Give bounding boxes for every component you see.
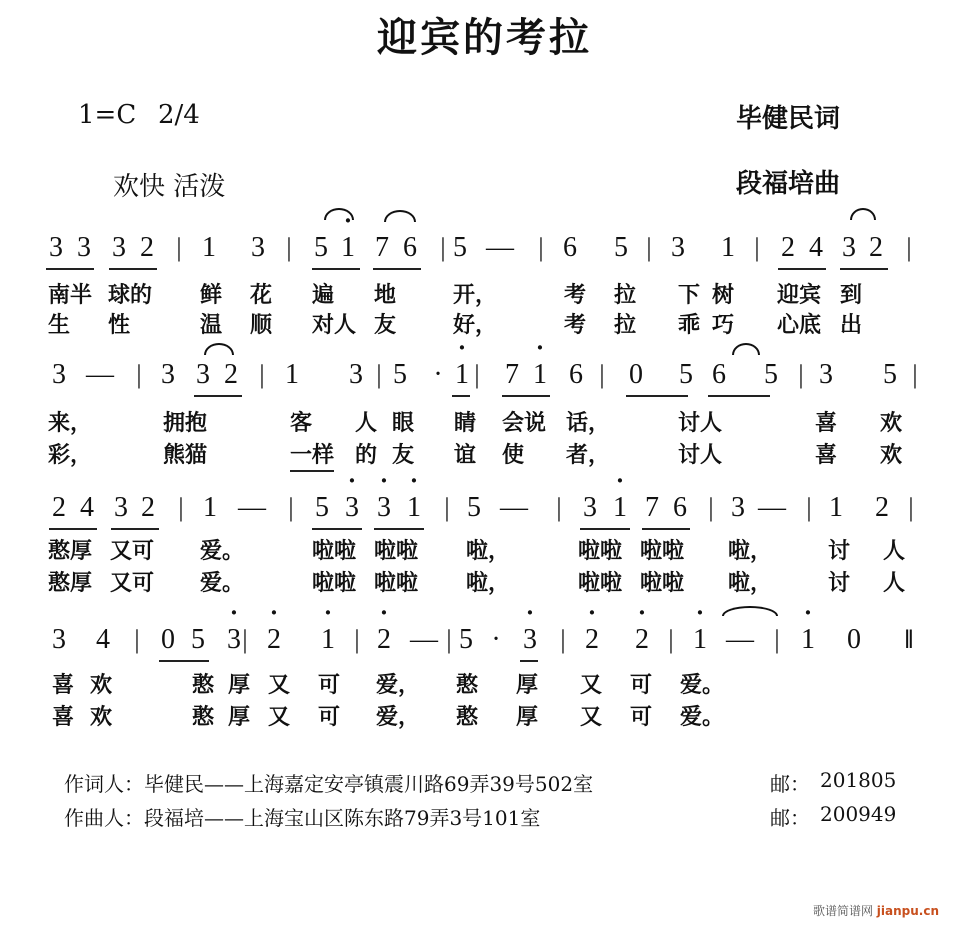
lyric: 喜 xyxy=(52,705,75,730)
lyric: 爱。 xyxy=(200,539,245,564)
note: 5 xyxy=(314,232,328,263)
song-title: 迎宾的考拉 xyxy=(377,14,592,61)
lyric: 又可 xyxy=(110,539,155,564)
lyric: 考 xyxy=(564,313,587,338)
watermark xyxy=(813,902,939,919)
note: 2 xyxy=(52,492,66,523)
note: 2 xyxy=(140,232,154,263)
underline-eighth xyxy=(708,395,770,397)
underline-eighth xyxy=(312,528,362,530)
note: 3 xyxy=(349,359,363,390)
barline: | xyxy=(136,360,142,389)
note: 2 xyxy=(875,492,889,523)
note: 2 xyxy=(869,232,883,263)
lyric: 者， xyxy=(566,443,611,468)
note-high: · 1 xyxy=(608,488,632,528)
lyric: 啦啦 xyxy=(374,571,419,596)
note-high: · 3 xyxy=(340,488,364,528)
note-high: · 2 xyxy=(580,620,604,660)
lyric: 球的 xyxy=(108,283,153,308)
barline: | xyxy=(178,493,184,522)
barline: | xyxy=(474,360,480,389)
lyric: 啦啦 xyxy=(312,539,357,564)
lyric: 一样 xyxy=(290,442,334,472)
lyric: 熊猫 xyxy=(163,443,208,468)
note: 5 xyxy=(191,624,205,655)
lyric: 又 xyxy=(268,705,291,730)
barline: | xyxy=(560,625,566,654)
lyrics-row-1 xyxy=(0,282,969,342)
final-barline: ‖ xyxy=(904,625,914,654)
slur xyxy=(204,343,234,355)
lyric: 憨厚 xyxy=(48,571,93,596)
watermark-domain: jianpu.cn xyxy=(876,904,939,918)
lyric: 南半 xyxy=(48,283,93,308)
lyricist-address: 作词人：毕健民——上海嘉定安亭镇震川路69弄39号502室 xyxy=(64,772,594,796)
lyric: 啦啦 xyxy=(578,571,623,596)
note: 2 xyxy=(224,359,238,390)
key-signature: 1=C xyxy=(78,100,137,130)
underline-eighth xyxy=(452,395,470,397)
lyric: 爱， xyxy=(376,705,421,730)
note-high: · 2 xyxy=(262,620,286,660)
time-signature: 2/4 xyxy=(158,100,200,130)
lyric: 的 xyxy=(355,443,378,468)
note: 4 xyxy=(809,232,823,263)
barline: | xyxy=(242,625,248,654)
lyric: 憨厚 xyxy=(48,539,93,564)
note-high: · 3 xyxy=(372,488,396,528)
lyric: 拉 xyxy=(614,313,637,338)
note-high: · 2 xyxy=(372,620,396,660)
note: 1 xyxy=(829,492,843,523)
barline: | xyxy=(599,360,605,389)
note-high: · 1 xyxy=(796,620,820,660)
note: 5 xyxy=(467,492,481,523)
lyric: 欢 xyxy=(90,673,113,698)
lyric: 友 xyxy=(374,313,397,338)
lyric: 人 xyxy=(883,539,906,564)
lyric: 厚 xyxy=(228,673,251,698)
lyric: 讨人 xyxy=(678,443,723,468)
lyric: 可 xyxy=(318,673,341,698)
composer-credit: 段福培曲 xyxy=(736,169,841,199)
lyric: 厚 xyxy=(228,705,251,730)
lyric: 啦， xyxy=(466,539,511,564)
tie xyxy=(722,606,778,616)
note-high: · 1 xyxy=(402,488,426,528)
note: 3 xyxy=(77,232,91,263)
note: 3 xyxy=(52,624,66,655)
lyric: 巧 xyxy=(712,313,735,338)
barline: | xyxy=(668,625,674,654)
barline: | xyxy=(798,360,804,389)
lyric: 心底 xyxy=(777,313,822,338)
dot: · xyxy=(491,624,501,655)
lyric: 生 xyxy=(48,313,71,338)
underline-eighth xyxy=(373,268,421,270)
underline-eighth xyxy=(502,395,550,397)
lyric: 憨 xyxy=(192,705,215,730)
barline: | xyxy=(908,493,914,522)
lyric: 可 xyxy=(630,673,653,698)
underline-eighth xyxy=(312,268,360,270)
note: 3 xyxy=(112,232,126,263)
lyric: 可 xyxy=(318,705,341,730)
note-high: · 1 xyxy=(316,620,340,660)
barline: | xyxy=(134,625,140,654)
note: 0 xyxy=(629,359,643,390)
note-high: · 1 xyxy=(450,355,474,395)
lyric: 啦啦 xyxy=(578,539,623,564)
composer-address: 作曲人：段福培——上海宝山区陈东路79弄3号101室 xyxy=(64,806,541,830)
slur xyxy=(850,208,876,220)
note: 3 xyxy=(114,492,128,523)
lyric: 喜 xyxy=(815,411,838,436)
note: 3 xyxy=(671,232,685,263)
underline-eighth xyxy=(159,660,209,662)
note-high: · 3 xyxy=(518,620,542,660)
lyric: 又 xyxy=(580,673,603,698)
underline-eighth xyxy=(840,268,888,270)
note-high: · 2 xyxy=(630,620,654,660)
lyric: 啦啦 xyxy=(640,539,685,564)
lyric: 出 xyxy=(840,313,863,338)
lyric: 开， xyxy=(453,283,498,308)
lyric: 谊 xyxy=(454,443,477,468)
lyric: 人 xyxy=(355,411,378,436)
note: 6 xyxy=(673,492,687,523)
watermark-site-name: 歌谱简谱网 xyxy=(812,904,873,918)
lyric: 考 xyxy=(564,283,587,308)
lyric: 喜 xyxy=(52,673,75,698)
lyric: 话， xyxy=(566,411,611,436)
lyric: 啦啦 xyxy=(374,539,419,564)
lyric: 客 xyxy=(290,411,313,436)
note: 3 xyxy=(161,359,175,390)
lyric: 来， xyxy=(48,411,93,436)
note: 5 xyxy=(883,359,897,390)
lyric: 爱， xyxy=(376,673,421,698)
lyric: 爱。 xyxy=(680,705,725,730)
note: 3 xyxy=(731,492,745,523)
lyricist-zip-label: 邮： xyxy=(770,772,810,796)
underline-eighth xyxy=(109,268,157,270)
note: 1 xyxy=(202,232,216,263)
note: 6 xyxy=(712,359,726,390)
lyric: 鲜 xyxy=(200,283,223,308)
underline-eighth xyxy=(111,528,159,530)
note: 5 xyxy=(679,359,693,390)
slur xyxy=(384,210,416,222)
composer-zip: 200949 xyxy=(820,802,897,826)
lyric: 彩， xyxy=(48,443,93,468)
note: 5 xyxy=(764,359,778,390)
lyric: 憨 xyxy=(456,673,479,698)
barline: | xyxy=(906,233,912,262)
lyric: 又 xyxy=(268,673,291,698)
lyric: 爱。 xyxy=(680,673,725,698)
dash: — xyxy=(758,492,786,523)
lyric: 厚 xyxy=(516,673,539,698)
lyric: 可 xyxy=(630,705,653,730)
note-high: · 1 xyxy=(336,228,360,268)
lyric: 喜 xyxy=(815,443,838,468)
lyric: 对人 xyxy=(312,313,357,338)
barline: | xyxy=(708,493,714,522)
dash: — xyxy=(500,492,528,523)
underline-eighth xyxy=(580,528,630,530)
lyric: 厚 xyxy=(516,705,539,730)
note: 3 xyxy=(49,232,63,263)
note: 4 xyxy=(96,624,110,655)
lyric: 使 xyxy=(502,443,525,468)
lyric: 欢 xyxy=(880,443,903,468)
lyrics-row-3 xyxy=(0,538,969,598)
lyric: 拥抱 xyxy=(163,411,208,436)
lyric: 友 xyxy=(392,443,415,468)
dash: — xyxy=(238,492,266,523)
note: 0 xyxy=(161,624,175,655)
lyric: 讨 xyxy=(828,539,851,564)
note: 3 xyxy=(842,232,856,263)
lyric: 到 xyxy=(840,283,863,308)
lyric: 又 xyxy=(580,705,603,730)
lyric: 憨 xyxy=(456,705,479,730)
note: 7 xyxy=(505,359,519,390)
note: 5 xyxy=(453,232,467,263)
underline-eighth xyxy=(374,528,424,530)
note: 6 xyxy=(563,232,577,263)
lyric: 花 xyxy=(250,283,273,308)
note: 4 xyxy=(80,492,94,523)
lyric: 遍 xyxy=(312,283,335,308)
lyric: 树 xyxy=(712,283,735,308)
lyric: 地 xyxy=(374,283,397,308)
barline: | xyxy=(806,493,812,522)
lyric: 拉 xyxy=(614,283,637,308)
note: 6 xyxy=(569,359,583,390)
lyrics-row-2 xyxy=(0,410,969,470)
underline-eighth xyxy=(520,660,538,662)
barline: | xyxy=(444,493,450,522)
lyric: 性 xyxy=(108,313,131,338)
slur xyxy=(732,343,760,355)
lyricist-zip: 201805 xyxy=(820,768,897,792)
barline: | xyxy=(912,360,918,389)
note: 5 xyxy=(459,624,473,655)
note: 3 xyxy=(819,359,833,390)
dash: — xyxy=(486,232,514,263)
lyric: 会说 xyxy=(502,411,547,436)
lyric: 讨 xyxy=(828,571,851,596)
underline-eighth xyxy=(46,268,94,270)
lyric: 好， xyxy=(453,313,498,338)
note-high: · 3 xyxy=(222,620,246,660)
lyric: 迎宾 xyxy=(777,283,822,308)
note: 3 xyxy=(251,232,265,263)
note: 6 xyxy=(403,232,417,263)
lyric: 啦啦 xyxy=(312,571,357,596)
barline: | xyxy=(774,625,780,654)
barline: | xyxy=(176,233,182,262)
barline: | xyxy=(286,233,292,262)
barline: | xyxy=(446,625,452,654)
lyricist-credit: 毕健民词 xyxy=(736,104,841,134)
barline: | xyxy=(646,233,652,262)
note-high: · 1 xyxy=(688,620,712,660)
barline: | xyxy=(440,233,446,262)
lyric: 欢 xyxy=(90,705,113,730)
lyric: 讨人 xyxy=(678,411,723,436)
barline: | xyxy=(354,625,360,654)
lyric: 啦， xyxy=(728,571,773,596)
underline-eighth xyxy=(194,395,242,397)
lyric: 憨 xyxy=(192,673,215,698)
lyric: 温 xyxy=(200,313,223,338)
lyric: 睛 xyxy=(454,411,477,436)
dash: — xyxy=(726,624,754,655)
note: 0 xyxy=(847,624,861,655)
lyric: 啦啦 xyxy=(640,571,685,596)
lyric: 欢 xyxy=(880,411,903,436)
lyrics-row-4 xyxy=(0,672,969,732)
note: 2 xyxy=(141,492,155,523)
note: 1 xyxy=(285,359,299,390)
note: 5 xyxy=(393,359,407,390)
note: 1 xyxy=(721,232,735,263)
underline-eighth xyxy=(626,395,688,397)
barline: | xyxy=(376,360,382,389)
note: 3 xyxy=(583,492,597,523)
lyric: 人 xyxy=(883,571,906,596)
lyric: 啦， xyxy=(728,539,773,564)
note: 7 xyxy=(375,232,389,263)
dash: — xyxy=(410,624,438,655)
lyric: 顺 xyxy=(250,313,273,338)
note: 1 xyxy=(203,492,217,523)
lyric: 爱。 xyxy=(200,571,245,596)
tempo-marking: 欢快 活泼 xyxy=(113,172,226,202)
lyric: 眼 xyxy=(392,411,415,436)
dash: — xyxy=(86,359,114,390)
barline: | xyxy=(259,360,265,389)
note-high: · 1 xyxy=(528,355,552,395)
note: 7 xyxy=(645,492,659,523)
underline-eighth xyxy=(778,268,826,270)
lyric: 又可 xyxy=(110,571,155,596)
underline-eighth xyxy=(49,528,97,530)
barline: | xyxy=(538,233,544,262)
note: 3 xyxy=(196,359,210,390)
note: 5 xyxy=(315,492,329,523)
note: 2 xyxy=(781,232,795,263)
note: 5 xyxy=(614,232,628,263)
barline: | xyxy=(754,233,760,262)
lyric: 下 xyxy=(678,283,701,308)
composer-zip-label: 邮： xyxy=(770,806,810,830)
dot: · xyxy=(433,359,443,390)
note: 3 xyxy=(52,359,66,390)
barline: | xyxy=(288,493,294,522)
lyric: 啦， xyxy=(466,571,511,596)
underline-eighth xyxy=(642,528,690,530)
lyric: 乖 xyxy=(678,313,701,338)
barline: | xyxy=(556,493,562,522)
